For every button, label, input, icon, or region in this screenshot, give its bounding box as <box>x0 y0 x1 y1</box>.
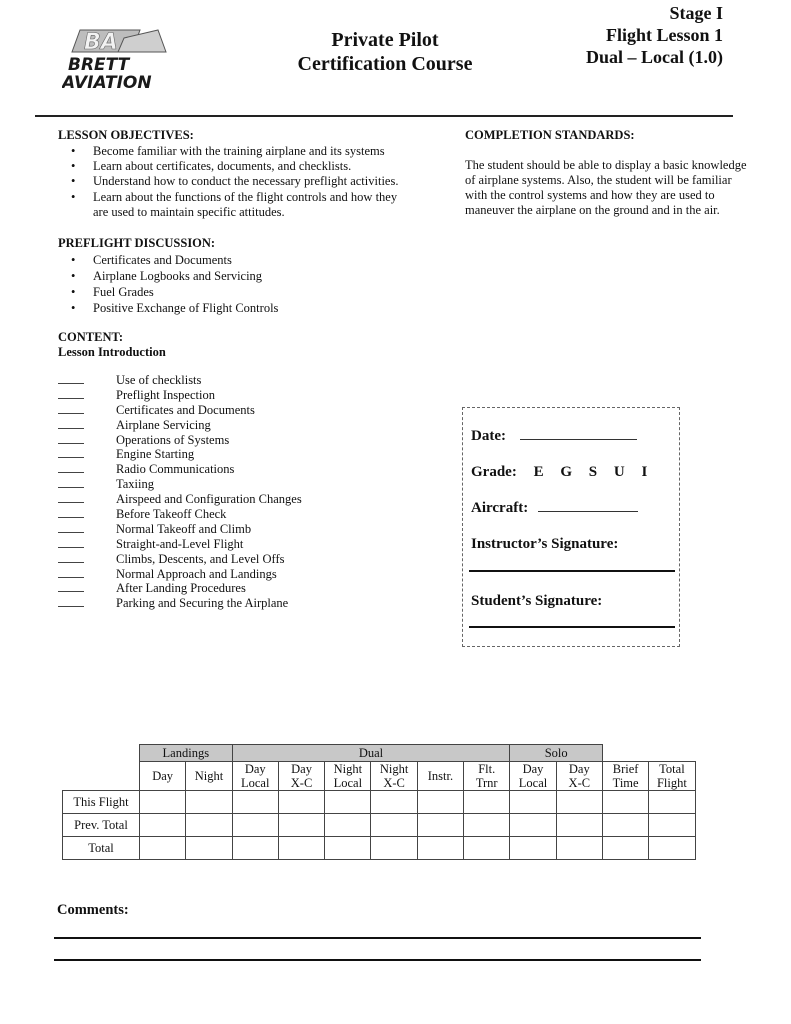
logo-ba-text: BA <box>84 30 118 55</box>
group-header-row <box>63 745 696 762</box>
grade-option-s[interactable]: S <box>588 464 598 480</box>
list-item: • Learn about the functions of the flight controls and how they are used to maintain specific attitudes. <box>71 189 398 219</box>
lesson-type-label: Dual – Local (1.0) <box>586 47 723 67</box>
title-line-1: Private Pilot <box>331 29 439 51</box>
table-cell[interactable] <box>556 837 602 860</box>
checklist-item: Straight-and-Level Flight <box>58 537 378 552</box>
table-cell[interactable] <box>649 791 695 814</box>
table-cell[interactable] <box>510 814 556 837</box>
grade-field <box>471 463 647 481</box>
table-cell[interactable] <box>186 837 232 860</box>
bullet-icon: • <box>71 301 76 315</box>
check-blank[interactable] <box>58 388 84 399</box>
check-blank[interactable] <box>58 581 84 592</box>
bullet-icon: • <box>71 174 76 189</box>
brett-aviation-logo <box>62 28 202 92</box>
check-blank[interactable] <box>58 537 84 548</box>
table-cell[interactable] <box>278 814 324 837</box>
aircraft-field <box>471 499 638 517</box>
check-blank[interactable] <box>58 433 84 444</box>
logo-aviation-text: AVIATION <box>62 73 152 92</box>
checklist-item: Climbs, Descents, and Level Offs <box>58 552 378 567</box>
lesson-info <box>540 2 723 68</box>
checklist-item: Normal Takeoff and Climb <box>58 522 378 537</box>
checklist-item: Normal Approach and Landings <box>58 567 378 582</box>
date-field <box>471 427 637 445</box>
column-header: Instr. <box>417 762 463 791</box>
row-header-this-flight: This Flight <box>63 791 140 814</box>
table-cell[interactable] <box>325 791 371 814</box>
instructor-signature-label: Instructor’s Signature: <box>471 536 619 552</box>
table-cell[interactable] <box>278 837 324 860</box>
completion-standards-section <box>465 128 750 218</box>
table-cell[interactable] <box>186 814 232 837</box>
bullet-icon: • <box>71 159 76 174</box>
bullet-icon: • <box>71 144 76 158</box>
table-cell[interactable] <box>140 837 186 860</box>
group-header-dual: Dual <box>232 745 510 762</box>
table-cell[interactable] <box>371 814 417 837</box>
row-header-total: Total <box>63 837 140 860</box>
comment-line-2[interactable] <box>54 959 701 961</box>
table-cell[interactable] <box>417 814 463 837</box>
logo-mark-icon <box>62 28 202 92</box>
checklist-item: Taxiing <box>58 477 378 492</box>
checklist-item: Operations of Systems <box>58 433 378 448</box>
column-header: Day X-C <box>556 762 602 791</box>
table-cell[interactable] <box>232 814 278 837</box>
stage-label: Stage I <box>669 3 723 23</box>
table-cell[interactable] <box>556 791 602 814</box>
check-blank[interactable] <box>58 522 84 533</box>
completion-heading: COMPLETION STANDARDS: <box>465 128 635 142</box>
preflight-discussion-section <box>58 236 418 316</box>
content-section <box>58 330 418 360</box>
objectives-list <box>58 144 418 220</box>
column-header: Night <box>186 762 232 791</box>
header-divider <box>35 115 733 117</box>
check-blank[interactable] <box>58 418 84 429</box>
table-cell[interactable] <box>510 837 556 860</box>
bullet-icon: • <box>71 285 76 299</box>
checklist-item: Before Takeoff Check <box>58 507 378 522</box>
list-item: • Understand how to conduct the necessary preflight activities. <box>71 174 399 189</box>
column-header: Flt. Trnr <box>464 762 510 791</box>
grade-option-e[interactable]: E <box>533 464 544 480</box>
check-blank[interactable] <box>58 462 84 473</box>
table-cell[interactable] <box>140 814 186 837</box>
table-cell[interactable] <box>556 814 602 837</box>
check-blank[interactable] <box>58 477 84 488</box>
list-item: • Airplane Logbooks and Servicing <box>71 269 263 283</box>
table-cell[interactable] <box>186 791 232 814</box>
table-row <box>63 814 696 837</box>
bullet-icon: • <box>71 189 76 204</box>
comments-label: Comments: <box>57 902 129 918</box>
table-cell[interactable] <box>649 837 695 860</box>
table-cell[interactable] <box>602 814 648 837</box>
column-header: Day Local <box>232 762 278 791</box>
student-signature-line[interactable] <box>469 626 675 628</box>
checklist-item: Airspeed and Configuration Changes <box>58 492 378 507</box>
checklist-item: Use of checklists <box>58 373 378 388</box>
bullet-icon: • <box>71 253 76 267</box>
title-line-2: Certification Course <box>297 53 473 75</box>
check-blank[interactable] <box>58 567 84 578</box>
lesson-objectives-section <box>58 128 418 220</box>
date-label: Date: <box>471 428 506 444</box>
checklist-item: After Landing Procedures <box>58 581 378 596</box>
list-item: • Positive Exchange of Flight Controls <box>71 301 279 315</box>
checklist-item: Preflight Inspection <box>58 388 378 403</box>
table-cell[interactable] <box>417 791 463 814</box>
lesson-introduction-heading: Lesson Introduction <box>58 345 166 359</box>
table-cell[interactable] <box>464 814 510 837</box>
document-title <box>270 28 500 76</box>
column-header: Total Flight <box>649 762 695 791</box>
checklist-item: Engine Starting <box>58 447 378 462</box>
column-header-row <box>63 762 696 791</box>
list-item: • Fuel Grades <box>71 285 154 299</box>
column-header: Day <box>140 762 186 791</box>
bullet-icon: • <box>71 269 76 283</box>
table-row <box>63 837 696 860</box>
grade-option-i[interactable]: I <box>641 464 648 480</box>
student-signature-label: Student’s Signature: <box>471 593 603 609</box>
list-item: • Learn about certificates, documents, and checklists. <box>71 159 352 174</box>
table-cell[interactable] <box>510 791 556 814</box>
lesson-label: Flight Lesson 1 <box>605 25 723 45</box>
grade-box <box>462 407 680 647</box>
checklist-item: Airplane Servicing <box>58 418 378 433</box>
flight-time-table <box>62 744 696 860</box>
preflight-heading: PREFLIGHT DISCUSSION: <box>58 236 216 250</box>
content-checklist <box>58 373 378 611</box>
column-header: Night Local <box>325 762 371 791</box>
comment-line-1[interactable] <box>54 937 701 939</box>
table-cell[interactable] <box>371 791 417 814</box>
table-cell[interactable] <box>417 837 463 860</box>
list-item: • Become familiar with the training airplane and its systems <box>71 144 385 158</box>
completion-text: The student should be able to display a basic knowledge of airplane systems. Also, the student will be familiar with the control systems and how they are used to maneuver the airplane on the ground and in the air. <box>465 158 747 217</box>
table-cell[interactable] <box>602 837 648 860</box>
checklist-item: Certificates and Documents <box>58 403 378 418</box>
checklist-item: Parking and Securing the Airplane <box>58 596 378 611</box>
table-cell[interactable] <box>232 791 278 814</box>
check-blank[interactable] <box>58 507 84 518</box>
objectives-heading: LESSON OBJECTIVES: <box>58 128 194 142</box>
table-cell[interactable] <box>602 791 648 814</box>
table-cell[interactable] <box>232 837 278 860</box>
logo-brett-text: BRETT <box>68 55 130 75</box>
check-blank[interactable] <box>58 596 84 607</box>
group-header-landings: Landings <box>140 745 233 762</box>
table-cell[interactable] <box>371 837 417 860</box>
row-header-prev-total: Prev. Total <box>63 814 140 837</box>
aircraft-input[interactable] <box>538 500 638 512</box>
table-cell[interactable] <box>464 837 510 860</box>
check-blank[interactable] <box>58 373 84 384</box>
check-blank[interactable] <box>58 447 84 458</box>
column-header: Day X-C <box>278 762 324 791</box>
column-header: Brief Time <box>602 762 648 791</box>
table-cell[interactable] <box>325 837 371 860</box>
check-blank[interactable] <box>58 492 84 503</box>
table-row <box>63 791 696 814</box>
table-cell[interactable] <box>649 814 695 837</box>
list-item: • Certificates and Documents <box>71 253 232 267</box>
grade-label: Grade: <box>471 464 517 480</box>
instructor-signature-line[interactable] <box>469 570 675 572</box>
check-blank[interactable] <box>58 552 84 563</box>
column-header: Night X-C <box>371 762 417 791</box>
aircraft-label: Aircraft: <box>471 500 529 516</box>
content-heading: CONTENT: <box>58 330 124 344</box>
table-cell[interactable] <box>464 791 510 814</box>
group-header-solo: Solo <box>510 745 603 762</box>
checklist-item: Radio Communications <box>58 462 378 477</box>
grade-option-u[interactable]: U <box>613 464 625 480</box>
column-header: Day Local <box>510 762 556 791</box>
table-cell[interactable] <box>278 791 324 814</box>
table-cell[interactable] <box>140 791 186 814</box>
grade-option-g[interactable]: G <box>560 464 573 480</box>
date-input[interactable] <box>520 428 637 440</box>
table-cell[interactable] <box>325 814 371 837</box>
check-blank[interactable] <box>58 403 84 414</box>
preflight-list <box>58 252 418 316</box>
